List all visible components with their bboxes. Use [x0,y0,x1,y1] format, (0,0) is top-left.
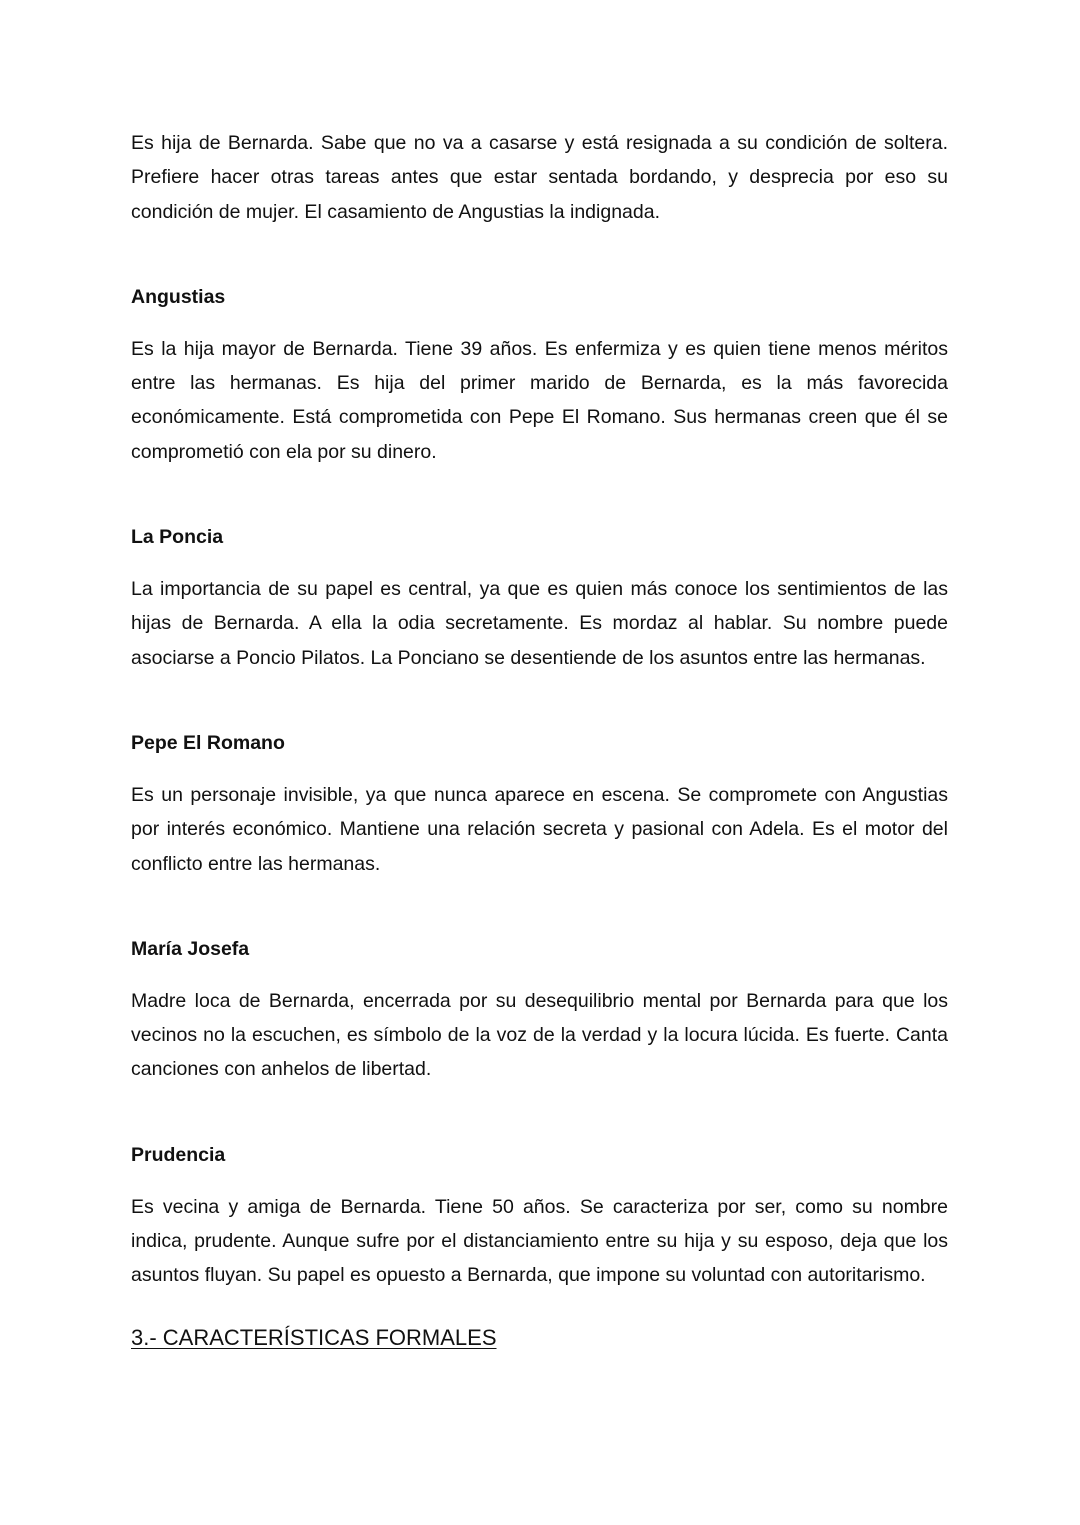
heading-angustias: Angustias [131,285,226,308]
paragraph-angustias: Es la hija mayor de Bernarda. Tiene 39 años. Es enfermiza y es quien tiene menos méritos entre las hermanas. Es hija del primer marido de Bernarda, es la más favorecida económicamente. Está comprometida con Pepe El Romano. Sus hermanas creen que él se comprometió con ela por su dinero. [131,337,948,463]
paragraph-la-poncia: La importancia de su papel es central, ya que es quien más conoce los sentimientos de las hijas de Bernarda. A ella la odia secretamente. Es mordaz al hablar. Su nombre puede asociarse a Poncio Pilatos. La Ponciano se desentiende de los asuntos entre las hermanas. [131,578,948,669]
paragraph-maria-josefa: Madre loca de Bernarda, encerrada por su desequilibrio mental por Bernarda para que los vecinos no la escuchen, es símbolo de la voz de la verdad y la locura lúcida. Es fuerte. Canta canciones con anhelos de libertad. [131,989,948,1081]
document-page [131,126,948,1355]
heading-maria-josefa: María Josefa [131,937,250,960]
heading-la-poncia: La Poncia [131,526,224,549]
paragraph-pepe-el-romano: Es un personaje invisible, ya que nunca aparece en escena. Se compromete con Angustias por interés económico. Mantiene una relación secreta y pasional con Adela. Es el motor del conflicto entre las hermanas. [131,783,948,875]
section-title: 3.- CARACTERÍSTICAS FORMALES [131,1324,497,1350]
heading-prudencia: Prudencia [131,1143,226,1166]
heading-pepe-el-romano: Pepe El Romano [131,731,285,754]
paragraph-prudencia: Es vecina y amiga de Bernarda. Tiene 50 años. Se caracteriza por ser, como su nombre indica, prudente. Aunque sufre por el distanciamiento entre su hija y su esposo, deja que los asuntos fluyan. Su papel es opuesto a Bernarda, que impone su voluntad con autoritarismo. [131,1195,948,1287]
intro-paragraph: Es hija de Bernarda. Sabe que no va a casarse y está resignada a su condición de soltera. Prefiere hacer otras tareas antes que estar sentada bordando, y desprecia por eso su condición de mujer. El casamiento de Angustias la indignada. [131,132,948,223]
